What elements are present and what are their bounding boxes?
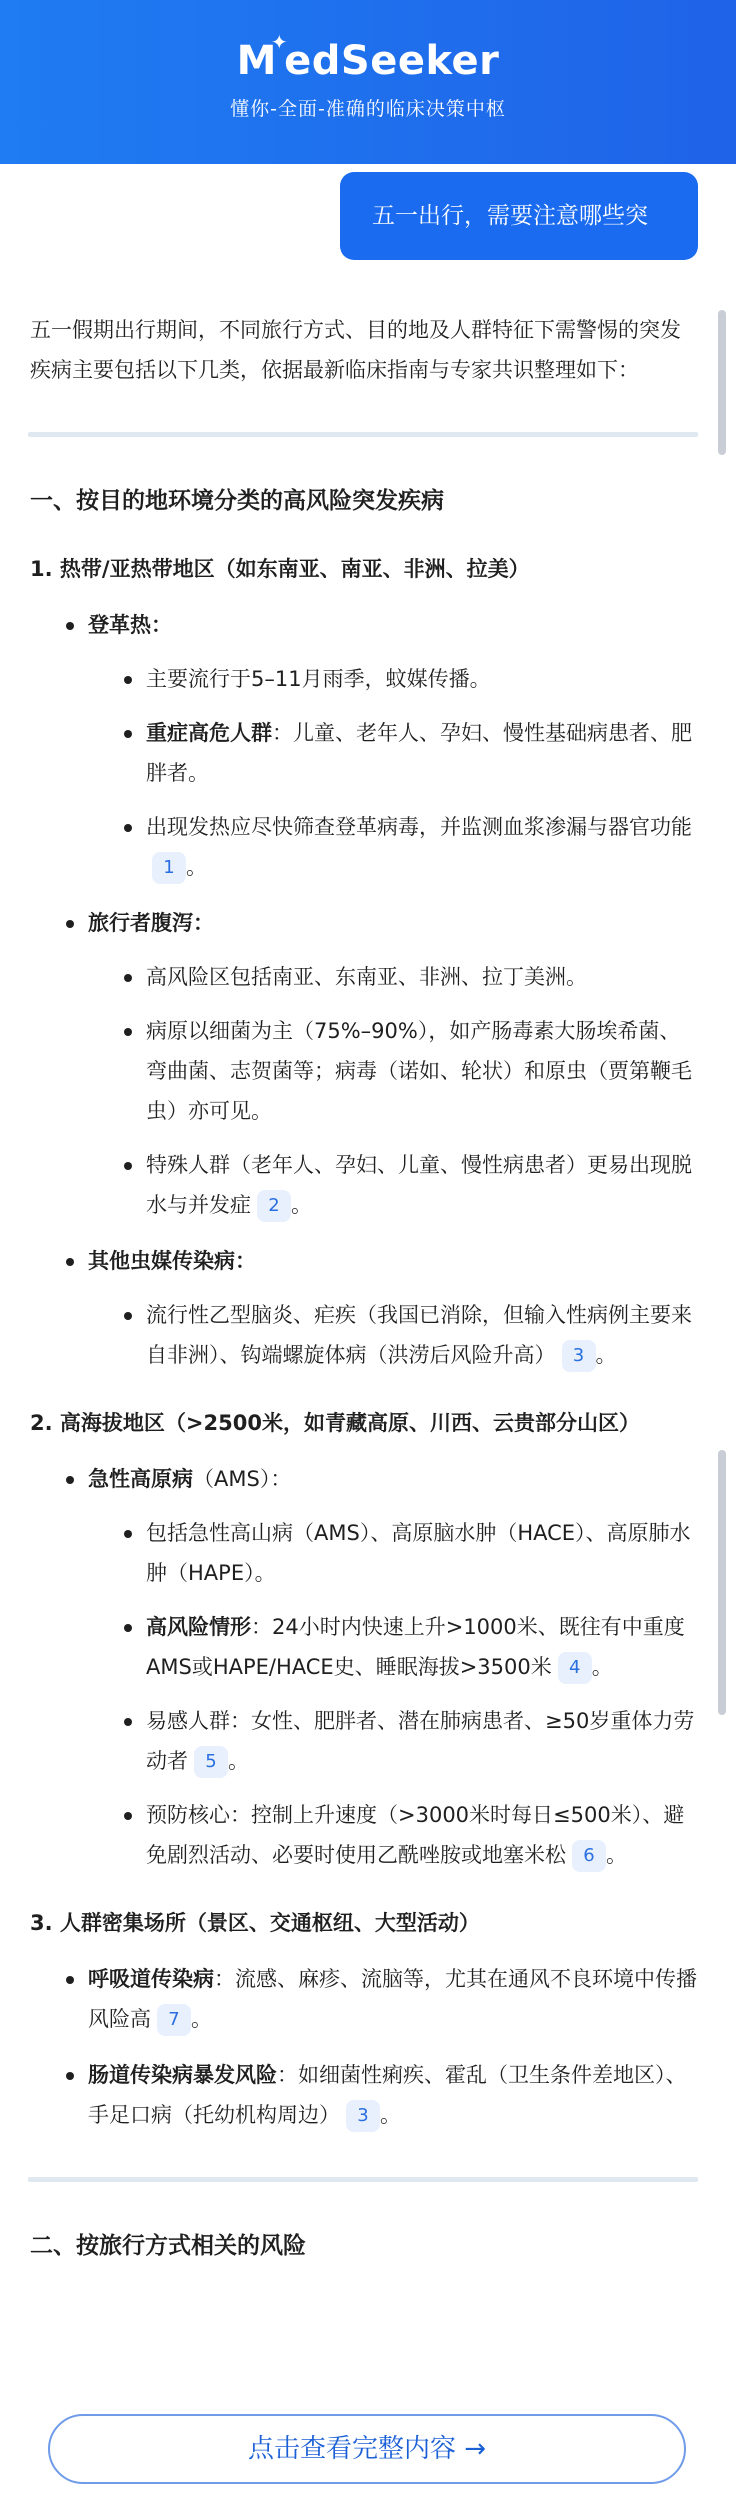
section-divider [28, 432, 698, 437]
citation-badge[interactable]: 1 [152, 852, 186, 884]
citation-badge[interactable]: 2 [257, 1190, 291, 1222]
user-question-bubble: 五一出行，需要注意哪些突发疾病? [340, 172, 698, 260]
citation-badge[interactable]: 6 [572, 1840, 606, 1872]
sparkle-icon: ✦ [270, 30, 289, 54]
list-item-diarrhea: 旅行者腹泻： [30, 903, 700, 943]
list-item: 包括急性高山病（AMS）、高原脑水肿（HACE）、高原肺水肿（HAPE）。 [30, 1513, 700, 1593]
view-full-content-button[interactable]: 点击查看完整内容 → [48, 2414, 686, 2484]
crowds-list [30, 1959, 700, 2135]
list-item-intestinal: 肠道传染病暴发风险：如细菌性痢疾、霍乱（卫生条件差地区）、手足口病（托幼机构周边） 3 。 [30, 2055, 700, 2135]
section-divider [28, 2177, 698, 2182]
scrollbar-thumb[interactable] [718, 1450, 726, 1715]
citation-badge[interactable]: 7 [157, 2004, 191, 2036]
answer-content [0, 310, 736, 2266]
list-item: 重症高危人群：儿童、老年人、孕妇、慢性基础病患者、肥胖者。 [30, 713, 700, 793]
subsection-title-crowds: 3. 人群密集场所（景区、交通枢纽、大型活动） [30, 1911, 480, 1935]
app-tagline: 懂你-全面-准确的临床决策中枢 [230, 98, 506, 120]
section-title-2: 二、按旅行方式相关的风险 [30, 2233, 306, 2259]
list-item: 高风险区包括南亚、东南亚、非洲、拉丁美洲。 [30, 957, 700, 997]
list-item: 预防核心：控制上升速度（>3000米时每日≤500米）、避免剧烈活动、必要时使用乙酰唑胺或地塞米松 6 。 [30, 1795, 700, 1875]
list-item: 易感人群：女性、肥胖者、潜在肺病患者、≥50岁重体力劳动者 5 。 [30, 1701, 700, 1781]
list-item-vector: 其他虫媒传染病： [30, 1241, 700, 1281]
list-item: 特殊人群（老年人、孕妇、儿童、慢性病患者）更易出现脱水与并发症 2 。 [30, 1145, 700, 1225]
list-item-dengue: 登革热： [30, 605, 700, 645]
answer-intro: 五一假期出行期间，不同旅行方式、目的地及人群特征下需警惕的突发疾病主要包括以下几类，依据最新临床指南与专家共识整理如下： [30, 318, 681, 382]
citation-badge[interactable]: 4 [558, 1652, 592, 1684]
subsection-title-tropical: 1. 热带/亚热带地区（如东南亚、南亚、非洲、拉美） [30, 557, 530, 581]
list-item: 病原以细菌为主（75%–90%），如产肠毒素大肠埃希菌、弯曲菌、志贺菌等；病毒（诺如、轮状）和原虫（贾第鞭毛虫）亦可见。 [30, 1011, 700, 1131]
section-title-1: 一、按目的地环境分类的高风险突发疾病 [30, 488, 444, 514]
list-item-ams: 急性高原病（AMS）： [30, 1459, 700, 1499]
citation-badge[interactable]: 3 [562, 1340, 596, 1372]
list-item-respiratory: 呼吸道传染病：流感、麻疹、流脑等，尤其在通风不良环境中传播风险高 7 。 [30, 1959, 700, 2039]
citation-badge[interactable]: 5 [194, 1746, 228, 1778]
list-item: 出现发热应尽快筛查登革病毒，并监测血浆渗漏与器官功能1 。 [30, 807, 700, 887]
list-item: 高风险情形：24小时内快速上升>1000米、既往有中重度AMS或HAPE/HACE史、睡眠海拔>3500米 4 。 [30, 1607, 700, 1687]
citation-badge[interactable]: 3 [346, 2100, 380, 2132]
user-message-row [0, 164, 736, 317]
scrollbar-thumb[interactable] [718, 310, 726, 455]
app-logo: M✦edSeeker [236, 30, 500, 84]
list-item: 主要流行于5–11月雨季，蚊媒传播。 [30, 659, 700, 699]
tropical-list [30, 605, 700, 1375]
subsection-title-altitude: 2. 高海拔地区（>2500米，如青藏高原、川西、云贵部分山区） [30, 1411, 640, 1435]
altitude-list [30, 1459, 700, 1875]
app-header [0, 0, 736, 164]
list-item: 流行性乙型脑炎、疟疾（我国已消除，但输入性病例主要来自非洲）、钩端螺旋体病（洪涝后风险升高） 3 。 [30, 1295, 700, 1375]
